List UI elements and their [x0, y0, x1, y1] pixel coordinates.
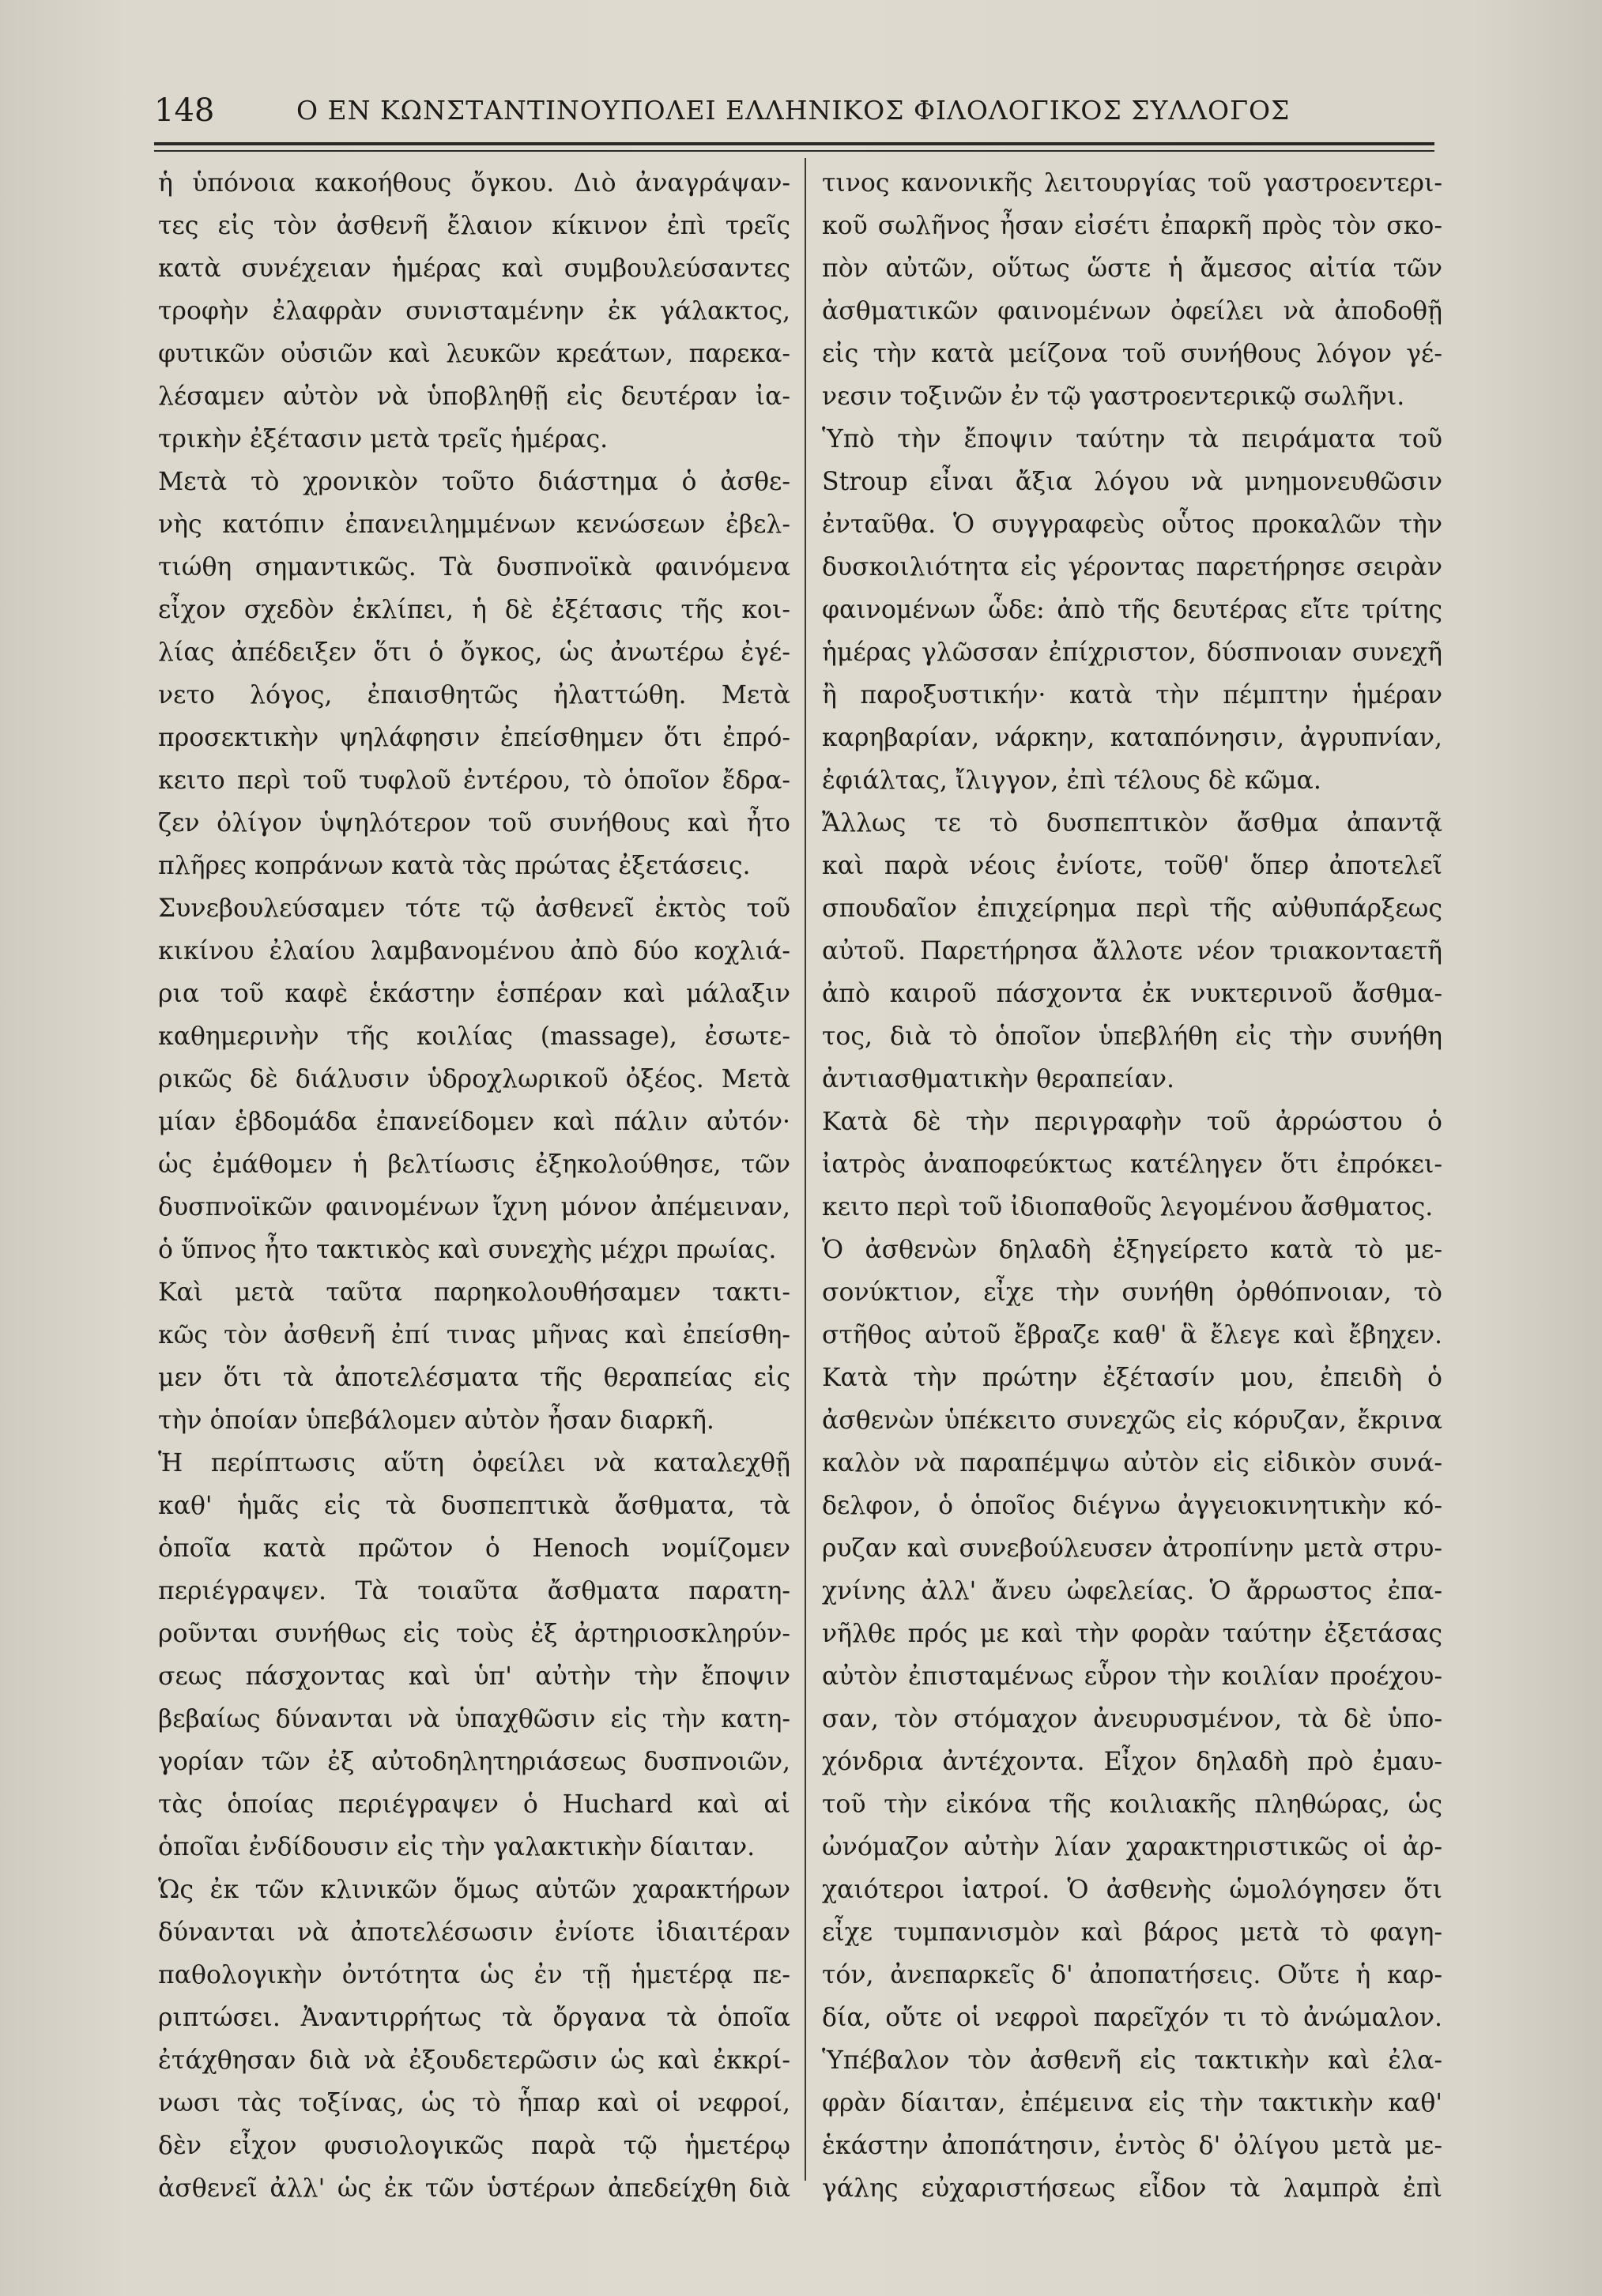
- text-line: Συνεβουλεύσαμεν τότε τῷ ἀσθενεῖ ἐκτὸς τοῦ: [158, 894, 790, 923]
- text-line: Ὑπέβαλον τὸν ἀσθενῆ εἰς τακτικὴν καὶ ἐλα-: [822, 2046, 1442, 2075]
- text-line: καθ' ἡμᾶς εἰς τὰ δυσπεπτικὰ ἄσθματα, τὰ: [158, 1492, 790, 1520]
- text-line: Μετὰ τὸ χρονικὸν τοῦτο διάστημα ὁ ἀσθε-: [158, 468, 790, 496]
- text-line: νὴς κατόπιν ἐπανειλημμένων κενώσεων ἐβελ-: [158, 510, 790, 539]
- text-line: τιώθη σημαντικῶς. Τὰ δυσπνοϊκὰ φαινόμενα: [158, 553, 790, 582]
- text-line: χαιότεροι ἰατροί. Ὁ ἀσθενὴς ὡμολόγησεν ὅτι: [822, 1876, 1442, 1904]
- text-line: Ἄλλως τε τὸ δυσπεπτικὸν ἄσθμα ἀπαντᾷ: [822, 809, 1442, 837]
- text-line: ἢ παροξυστικήν· κατὰ τὴν πέμπτην ἡμέραν: [822, 681, 1442, 710]
- text-line: νωσι τὰς τοξίνας, ὡς τὸ ἧπαρ καὶ οἱ νεφροί,: [158, 2089, 790, 2117]
- text-line: νετο λόγος, ἐπαισθητῶς ἠλαττώθη. Μετὰ: [158, 681, 790, 710]
- text-line: ροῦνται συνήθως εἰς τοὺς ἐξ ἀρτηριοσκληρύν-: [158, 1620, 790, 1648]
- text-line: σονύκτιον, εἶχε τὴν συνήθη ὀρθόπνοιαν, τὸ: [822, 1278, 1442, 1307]
- text-line: τόν, ἀνεπαρκεῖς δ' ἀποπατήσεις. Οὔτε ἡ καρ-: [822, 1961, 1442, 1989]
- text-line: νεσιν τοξινῶν ἐν τῷ γαστροεντερικῷ σωλῆνι.: [822, 382, 1405, 411]
- page-number: 148: [154, 92, 215, 129]
- text-line: ἡ ὑπόνοια κακοήθους ὄγκου. Διὸ ἀναγράψαν-: [158, 169, 790, 198]
- text-line: γορίαν τῶν ἐξ αὐτοδηλητηριάσεως δυσπνοιῶν,: [158, 1748, 790, 1776]
- text-line: Καὶ μετὰ ταῦτα παρηκολουθήσαμεν τακτι-: [158, 1278, 790, 1307]
- running-title: Ο ΕΝ ΚΩΝΣΤΑΝΤΙΝΟΥΠΟΛΕΙ ΕΛΛΗΝΙΚΟΣ ΦΙΛΟΛΟΓΙΚΟΣ ΣΥΛΛΟΓΟΣ: [296, 95, 1291, 126]
- text-line: νῆλθε πρός με καὶ τὴν φορὰν ταύτην ἐξετάσας: [822, 1620, 1442, 1648]
- text-line: παθολογικὴν ὀντότητα ὡς ἐν τῇ ἡμετέρᾳ πε-: [158, 1961, 790, 1989]
- text-line: τὴν ὁποίαν ὑπεβάλομεν αὐτὸν ἦσαν διαρκῆ.: [158, 1406, 714, 1435]
- text-line: τος, διὰ τὸ ὁποῖον ὑπεβλήθη εἰς τὴν συνήθη: [822, 1022, 1442, 1051]
- right-column: [822, 162, 1442, 2210]
- text-line: δυσπνοϊκῶν φαινομένων ἴχνη μόνον ἀπέμειναν,: [158, 1193, 790, 1221]
- header-rule-thin: [154, 150, 1434, 152]
- text-line: δία, οὔτε οἱ νεφροὶ παρεῖχόν τι τὸ ἀνώμαλον.: [822, 2004, 1442, 2032]
- text-line: κειτο περὶ τοῦ τυφλοῦ ἐντέρου, τὸ ὁποῖον ἔδρα-: [158, 766, 790, 795]
- text-line: κικίνου ἐλαίου λαμβανομένου ἀπὸ δύο κοχλιά-: [158, 937, 790, 965]
- text-line: ἀντιασθματικὴν θεραπείαν.: [822, 1065, 1175, 1093]
- text-line: σεως πάσχοντας καὶ ὑπ' αὐτὴν τὴν ἔποψιν: [158, 1662, 790, 1691]
- text-line: ζεν ὀλίγον ὑψηλότερον τοῦ συνήθους καὶ ἦτο: [158, 809, 790, 837]
- text-line: Κατὰ τὴν πρώτην ἐξέτασίν μου, ἐπειδὴ ὁ: [822, 1364, 1442, 1392]
- text-line: αὐτὸν ἐπισταμένως εὗρον τὴν κοιλίαν προέχου-: [822, 1662, 1442, 1691]
- text-line: καθημερινὴν τῆς κοιλίας (massage), ἐσωτε-: [158, 1022, 790, 1051]
- text-line: ἀσθενεῖ ἀλλ' ὡς ἐκ τῶν ὑστέρων ἀπεδείχθη διὰ: [158, 2174, 790, 2203]
- text-line: εἶχε τυμπανισμὸν καὶ βάρος μετὰ τὸ φαγη-: [822, 1918, 1442, 1947]
- text-line: χνίνης ἀλλ' ἄνευ ὠφελείας. Ὁ ἄρρωστος ἐπα-: [822, 1577, 1442, 1605]
- text-line: χόνδρια ἀντέχοντα. Εἶχον δηλαδὴ πρὸ ἐμαυ-: [822, 1748, 1442, 1776]
- text-line: τρικὴν ἐξέτασιν μετὰ τρεῖς ἡμέρας.: [158, 425, 609, 454]
- text-line: ἀσθενὼν ὑπέκειτο συνεχῶς εἰς κόρυζαν, ἔκρινα: [822, 1406, 1442, 1435]
- header-rule-thick: [154, 142, 1434, 145]
- text-line: γάλης εὐχαριστήσεως εἶδον τὰ λαμπρὰ ἐπὶ: [822, 2174, 1442, 2203]
- page-header: [154, 87, 1434, 134]
- text-line: Ὑπὸ τὴν ἔποψιν ταύτην τὰ πειράματα τοῦ: [822, 425, 1442, 454]
- text-line: σπουδαῖον ἐπιχείρημα περὶ τῆς αὐθυπάρξεως: [822, 894, 1442, 923]
- text-line: κῶς τὸν ἀσθενῆ ἐπί τινας μῆνας καὶ ἐπείσθη-: [158, 1321, 790, 1349]
- text-line: κατὰ συνέχειαν ἡμέρας καὶ συμβουλεύσαντες: [158, 254, 790, 283]
- text-line: λέσαμεν αὐτὸν νὰ ὑποβληθῇ εἰς δευτέραν ἰα-: [158, 382, 790, 411]
- text-line: Κατὰ δὲ τὴν περιγραφὴν τοῦ ἀρρώστου ὁ: [822, 1108, 1442, 1136]
- text-line: τες εἰς τὸν ἀσθενῆ ἔλαιον κίκινον ἐπὶ τρεῖς: [158, 212, 790, 240]
- text-line: εἰς τὴν κατὰ μείζονα τοῦ συνήθους λόγον γέ-: [822, 340, 1442, 368]
- text-line: δύνανται νὰ ἀποτελέσωσιν ἐνίοτε ἰδιαιτέραν: [158, 1918, 790, 1947]
- text-line: ἡμέρας γλῶσσαν ἐπίχριστον, δύσπνοιαν συνεχῆ: [822, 638, 1442, 667]
- text-line: ἑκάστην ἀποπάτησιν, ἐντὸς δ' ὀλίγου μετὰ με-: [822, 2132, 1442, 2160]
- text-line: πλῆρες κοπράνων κατὰ τὰς πρώτας ἐξετάσεις.: [158, 852, 751, 880]
- text-line: ὁ ὕπνος ἦτο τακτικὸς καὶ συνεχὴς μέχρι πρωίας.: [158, 1236, 777, 1264]
- text-line: ριπτώσει. Ἀναντιρρήτως τὰ ὄργανα τὰ ὁποῖα: [158, 2004, 790, 2032]
- left-column: [158, 162, 790, 2210]
- text-line: τινος κανονικῆς λειτουργίας τοῦ γαστροεντερι-: [822, 169, 1442, 198]
- text-line: τὰς ὁποίας περιέγραψεν ὁ Huchard καὶ αἱ: [158, 1790, 790, 1819]
- text-line: ἐνταῦθα. Ὁ συγγραφεὺς οὗτος προκαλῶν τὴν: [822, 510, 1442, 539]
- text-line: σαν, τὸν στόμαχον ἀνευρυσμένον, τὰ δὲ ὑπο-: [822, 1705, 1442, 1733]
- text-line: καλὸν νὰ παραπέμψω αὐτὸν εἰς εἰδικὸν συνά-: [822, 1449, 1442, 1477]
- column-divider: [805, 158, 806, 2181]
- text-line: κοῦ σωλῆνος ἦσαν εἰσέτι ἐπαρκῆ πρὸς τὸν σκο-: [822, 212, 1442, 240]
- text-line: τοῦ τὴν εἰκόνα τῆς κοιλιακῆς πληθώρας, ὡς: [822, 1790, 1442, 1819]
- text-line: Ὁ ἀσθενὼν δηλαδὴ ἐξηγείρετο κατὰ τὸ με-: [822, 1236, 1442, 1264]
- text-line: περιέγραψεν. Τὰ τοιαῦτα ἄσθματα παρατη-: [158, 1577, 790, 1605]
- text-line: μίαν ἑβδομάδα ἐπανείδομεν καὶ πάλιν αὐτόν·: [158, 1108, 790, 1136]
- text-line: πὸν αὐτῶν, οὕτως ὥστε ἡ ἄμεσος αἰτία τῶν: [822, 254, 1442, 283]
- text-line: ὠνόμαζον αὐτὴν λίαν χαρακτηριστικῶς οἱ ἀρ-: [822, 1833, 1442, 1861]
- text-line: καρηβαρίαν, νάρκην, καταπόνησιν, ἀγρυπνίαν,: [822, 724, 1442, 752]
- text-line: δὲν εἶχον φυσιολογικῶς παρὰ τῷ ἡμετέρῳ: [158, 2132, 790, 2160]
- text-line: ρυζαν καὶ συνεβούλευσεν ἀτροπίνην μετὰ στρυ-: [822, 1534, 1442, 1563]
- text-line: καὶ παρὰ νέοις ἐνίοτε, τοῦθ' ὅπερ ἀποτελεῖ: [822, 852, 1442, 880]
- text-line: φρὰν δίαιταν, ἐπέμεινα εἰς τὴν τακτικὴν καθ': [822, 2089, 1442, 2117]
- text-line: ἐφιάλτας, ἴλιγγον, ἐπὶ τέλους δὲ κῶμα.: [822, 766, 1321, 795]
- text-line: εἶχον σχεδὸν ἐκλίπει, ἡ δὲ ἐξέτασις τῆς κοι-: [158, 596, 790, 624]
- text-line: ἐτάχθησαν διὰ νὰ ἐξουδετερῶσιν ὡς καὶ ἐκκρί-: [158, 2046, 790, 2075]
- text-line: ρια τοῦ καφὲ ἑκάστην ἑσπέραν καὶ μάλαξιν: [158, 980, 790, 1008]
- text-line: ρικῶς δὲ διάλυσιν ὑδροχλωρικοῦ ὀξέος. Μετὰ: [158, 1065, 790, 1093]
- text-line: κειτο περὶ τοῦ ἰδιοπαθοῦς λεγομένου ἄσθματος.: [822, 1193, 1434, 1221]
- text-line: ἰατρὸς ἀναποφεύκτως κατέληγεν ὅτι ἐπρόκει-: [822, 1150, 1442, 1179]
- text-line: ὡς ἐμάθομεν ἡ βελτίωσις ἐξηκολούθησε, τῶν: [158, 1150, 790, 1179]
- text-line: βεβαίως δύνανται νὰ ὑπαχθῶσιν εἰς τὴν κατη-: [158, 1705, 790, 1733]
- text-line: Ὡς ἐκ τῶν κλινικῶν ὅμως αὐτῶν χαρακτήρων: [158, 1876, 790, 1904]
- text-line: προσεκτικὴν ψηλάφησιν ἐπείσθημεν ὅτι ἐπρό-: [158, 724, 790, 752]
- text-line: ἀπὸ καιροῦ πάσχοντα ἐκ νυκτερινοῦ ἄσθμα-: [822, 980, 1442, 1008]
- text-line: ὁποῖα κατὰ πρῶτον ὁ Henoch νομίζομεν: [158, 1534, 790, 1563]
- text-line: ἀσθματικῶν φαινομένων ὀφείλει νὰ ἀποδοθῇ: [822, 297, 1442, 326]
- text-line: τροφὴν ἐλαφρὰν συνισταμένην ἐκ γάλακτος,: [158, 297, 790, 326]
- text-line: φυτικῶν οὐσιῶν καὶ λευκῶν κρεάτων, παρεκα-: [158, 340, 790, 368]
- text-line: Ἡ περίπτωσις αὕτη ὀφείλει νὰ καταλεχθῇ: [158, 1449, 790, 1477]
- text-line: μεν ὅτι τὰ ἀποτελέσματα τῆς θεραπείας εἰς: [158, 1364, 790, 1392]
- text-line: στῆθος αὐτοῦ ἔβραζε καθ' ἃ ἔλεγε καὶ ἔβηχεν.: [822, 1321, 1442, 1349]
- text-line: λίας ἀπέδειξεν ὅτι ὁ ὄγκος, ὡς ἀνωτέρω ἐγέ-: [158, 638, 790, 667]
- text-line: αὐτοῦ. Παρετήρησα ἄλλοτε νέον τριακονταετῆ: [822, 937, 1442, 965]
- text-line: Stroup εἶναι ἄξια λόγου νὰ μνημονευθῶσιν: [822, 468, 1442, 496]
- text-line: φαινομένων ὧδε: ἀπὸ τῆς δευτέρας εἴτε τρίτης: [822, 596, 1442, 624]
- text-line: δελφον, ὁ ὁποῖος διέγνω ἀγγειοκινητικὴν κό-: [822, 1492, 1442, 1520]
- text-line: δυσκοιλιότητα εἰς γέροντας παρετήρησε σειρὰν: [822, 553, 1442, 582]
- text-line: ὁποῖαι ἐνδίδουσιν εἰς τὴν γαλακτικὴν δίαιταν.: [158, 1833, 756, 1861]
